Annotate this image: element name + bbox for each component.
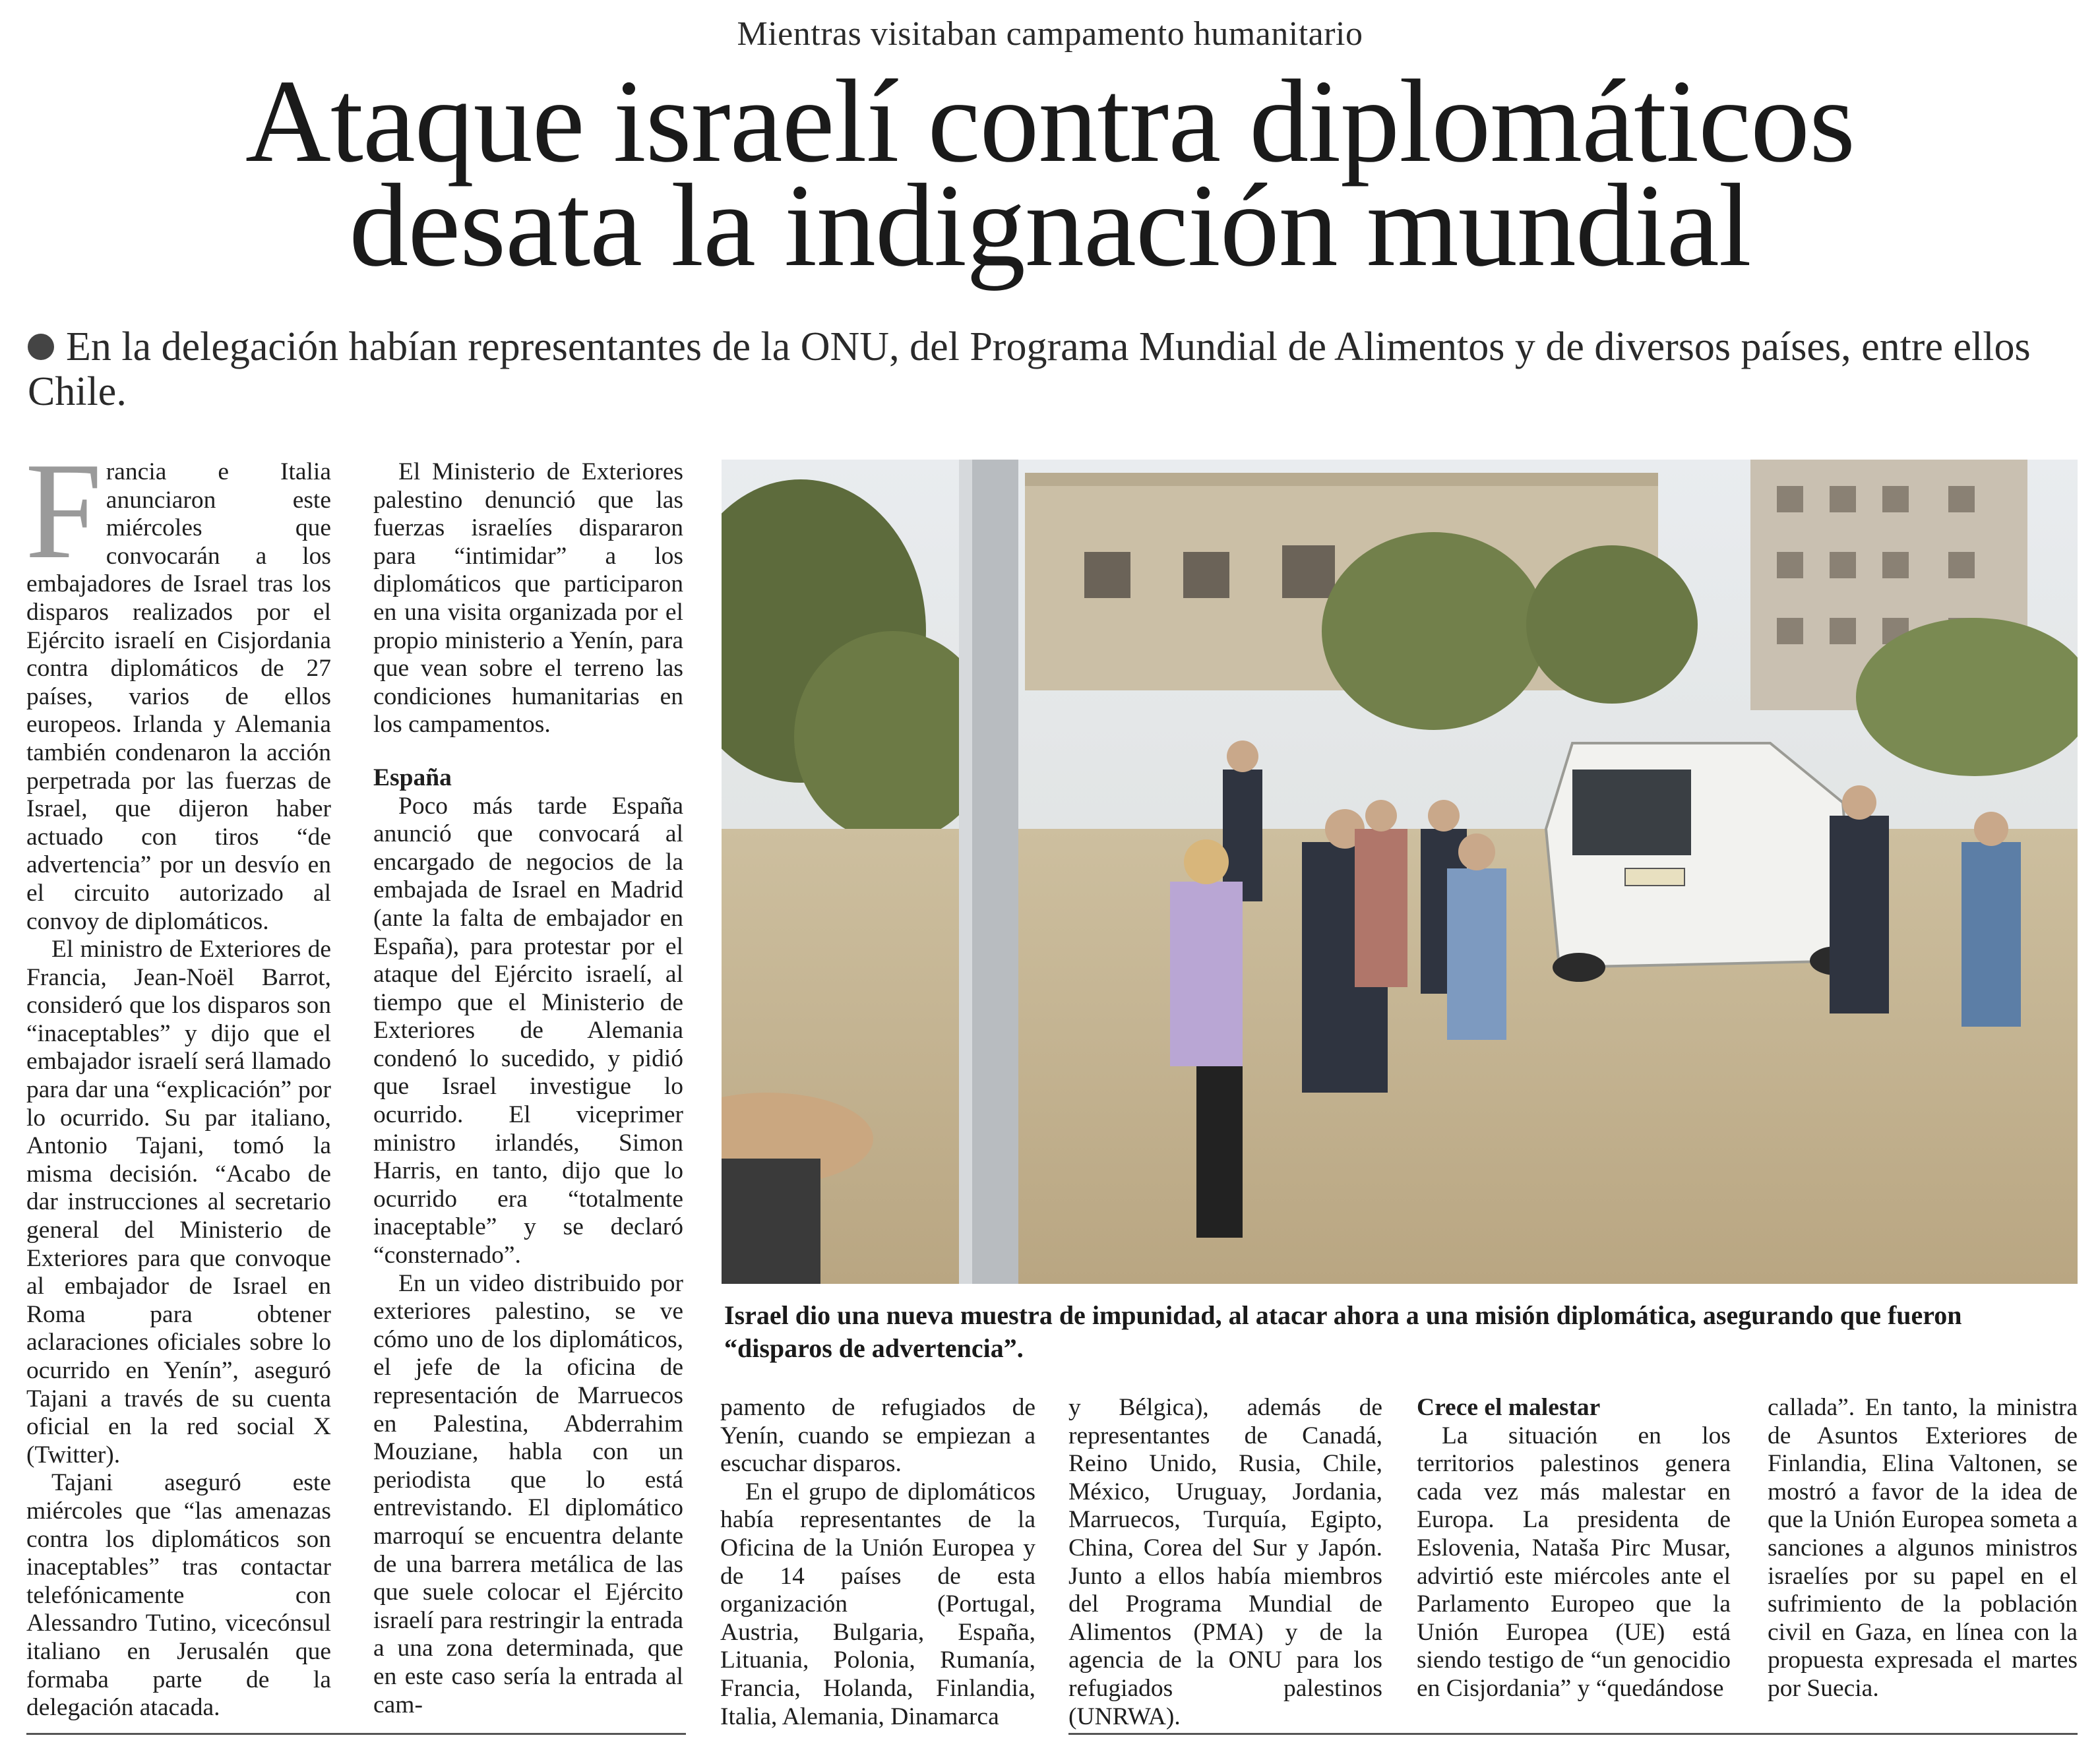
subhead-crece-el-malestar: Crece el malestar bbox=[1417, 1394, 1601, 1421]
column-6-paragraph-1: callada”. En tanto, la ministra de Asuntos Exteriores de Finlandia, Elina Valtonen, se mostró a favor de la idea de que la Unión Europea someta a sanciones a algunos ministros israelíes por su papel en el sufrimiento de la población civil en Gaza, en línea con la propuesta expresada el martes por Suecia. bbox=[1768, 1394, 2078, 1702]
article-deck bbox=[28, 324, 2059, 414]
bottom-rule-right bbox=[1068, 1733, 2078, 1735]
column-2-paragraph-2: Poco más tarde España anunció que convocará al encargado de negocios de la embajada de Israel en Madrid (ante la falta de embajador en España), para protestar por el ataque del Ejército israelí, al tiempo que el Ministerio de Exteriores de Alemania condenó lo sucedido, y pidió que Israel investigue lo ocurrido. El viceprimer ministro irlandés, Simon Harris, en tanto, dijo que lo ocurrido era “totalmente inaceptable” y se declaró “consternado”. bbox=[373, 792, 683, 1269]
column-5-paragraph-1: La situación en los territorios palestinos genera cada vez más malestar en Europa. La presidenta de Eslovenia, Nataša Pirc Musar, advirtió este miércoles ante el Parlamento Europeo que la Unión Europea (UE) está siendo testigo de “un genocidio en Cisjordania” y “quedándose bbox=[1417, 1422, 1731, 1702]
column-3-paragraph-1: pamento de refugiados de Yenín, cuando se empiezan a escuchar disparos. bbox=[720, 1394, 1035, 1478]
text-column-4 bbox=[1068, 1394, 1382, 1731]
column-1-paragraph-1 bbox=[25, 435, 331, 936]
drop-cap: F bbox=[25, 435, 102, 588]
headline-line-2: desata la indignación mundial bbox=[349, 160, 1751, 291]
text-column-5 bbox=[1417, 1394, 1731, 1703]
column-2-paragraph-3: En un video distribuido por exteriores palestino, se ve cómo uno de los diplomáticos, el jefe de la oficina de representación de Marruecos en Palestina, Abderrahim Mouziane, habla con un periodista que lo está entrevistando. El diplomático marroquí se encuentra delante de una barrera metálica de las que suele colocar el Ejército israelí para restringir la entrada a una zona determinada, que en este caso sería la entrada al cam- bbox=[373, 1269, 683, 1718]
column-1-paragraph-3: Tajani aseguró este miércoles que “las amenazas contra los diplomáticos son inaceptables” tras contactar telefónicamente con Alessandro Tutino, vicecónsul italiano en Jerusalén que formaba parte de la delegación atacada. bbox=[26, 1469, 331, 1722]
news-photo bbox=[722, 460, 2078, 1284]
text-column-2 bbox=[373, 458, 683, 1719]
headline-line-1: Ataque israelí contra diplomáticos bbox=[245, 55, 1855, 187]
column-4-paragraph-1: y Bélgica), además de representantes de Canadá, Reino Unido, Rusia, Chile, México, Uruguay, Jordania, Marruecos, Turquía, Egipto, China, Corea del Sur y Japón. Junto a ellos había miembros del Programa Mundial de Alimentos (PMA) y de la agencia de la ONU para los refugiados palestinos (UNRWA). bbox=[1068, 1394, 1382, 1730]
column-1-paragraph-2: El ministro de Exteriores de Francia, Jean-Noël Barrot, consideró que los disparos son “inaceptables” y dijo que el embajador israelí será llamado para dar una “explicación” por lo ocurrido. Su par italiano, Antonio Tajani, tomó la misma decisión. “Acabo de dar instrucciones al secretario general del Ministerio de Exteriores para que convoque al embajador de Israel en Roma para obtener aclaraciones oficiales sobre lo ocurrido en Yenín”, aseguró Tajani a través de su cuenta oficial en la red social X (Twitter). bbox=[26, 936, 331, 1468]
article-kicker: Mientras visitaban campamento humanitario bbox=[737, 15, 1363, 53]
bottom-rule-left bbox=[26, 1733, 686, 1735]
text-column-6 bbox=[1768, 1394, 2078, 1703]
article-headline bbox=[0, 55, 2100, 291]
photo-caption: Israel dio una nueva muestra de impunidad, al atacar ahora a una misión diplomática, asegurando que fueron “disparos de advertencia”. bbox=[724, 1300, 1962, 1363]
paragraph-text: rancia e Italia anunciaron este miércoles que convocarán a los embajadores de Israel tras los disparos realizados por el Ejército israelí en Cisjordania contra diplomáticos de 27 países, varios de ellos europeos. Irlanda y Alemania también condenaron la acción perpetrada por las fuerzas de Israel, que dijeron haber actuado con tiros “de advertencia” por un desvío en el circuito autorizado al convoy de diplomáticos. bbox=[26, 458, 331, 935]
column-3-paragraph-2: En el grupo de diplomáticos había representantes de la Oficina de la Unión Europea y de 14 países de esta organización (Portugal, Austria, Bulgaria, España, Lituania, Polonia, Rumanía, Francia, Holanda, Finlandia, Italia, Alemania, Dinamarca bbox=[720, 1478, 1035, 1730]
column-2-paragraph-1: El Ministerio de Exteriores palestino denunció que las fuerzas israelíes dispararon para “intimidar” a los diplomáticos que participaron en una visita organizada por el propio ministerio a Yenín, para que vean sobre el terreno las condiciones humanitarias en los campamentos. bbox=[373, 458, 683, 739]
subhead-espana: España bbox=[373, 764, 452, 791]
bullet-icon bbox=[28, 334, 54, 360]
text-column-1 bbox=[25, 435, 331, 1722]
deck-text: En la delegación habían representantes de la ONU, del Programa Mundial de Alimentos y de diversos países, entre ellos Chile. bbox=[28, 324, 2031, 414]
photo-illustration bbox=[722, 460, 2078, 1284]
text-column-3 bbox=[720, 1394, 1035, 1731]
